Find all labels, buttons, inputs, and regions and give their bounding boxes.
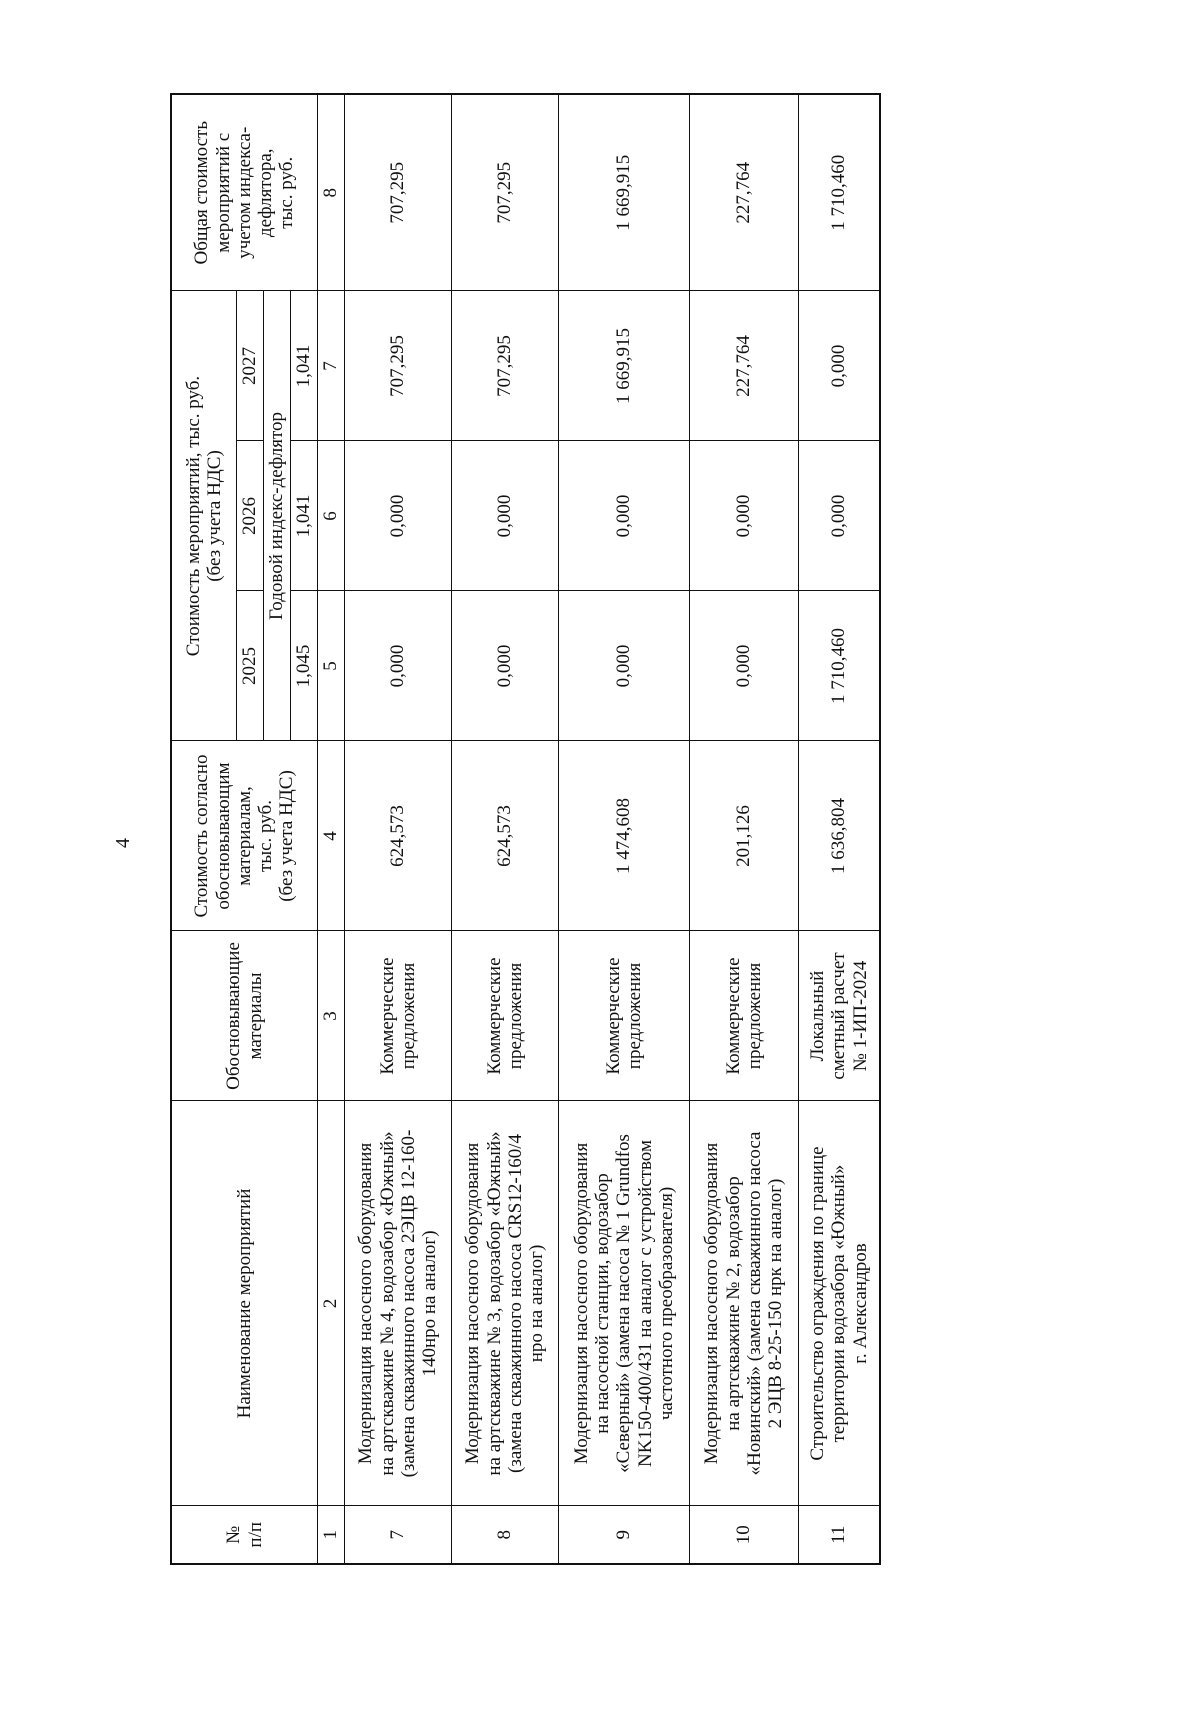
column-number: 7 bbox=[318, 291, 345, 441]
cost-2027: 0,000 bbox=[799, 291, 881, 441]
cost-2026: 0,000 bbox=[345, 441, 452, 591]
table-row bbox=[345, 94, 452, 1564]
header-total: Общая стоимость мероприятий с учетом индекса- дефлятора, тыс. руб. bbox=[171, 94, 318, 291]
row-number: 11 bbox=[799, 1506, 881, 1564]
rotated-table-container bbox=[170, 95, 871, 1565]
row-number: 7 bbox=[345, 1506, 452, 1564]
cost-2026: 0,000 bbox=[559, 441, 690, 591]
header-name: Наименование мероприятий bbox=[171, 1101, 318, 1506]
cost-basis: 201,126 bbox=[690, 741, 799, 931]
table-row bbox=[690, 94, 799, 1564]
header-deflator-2025: 1,045 bbox=[291, 591, 318, 741]
measure-name: Модернизация насосного оборудования на артскважине № 3, водозабор «Южный» (замена скважинного насоса CRS12-160/4 нро на аналог) bbox=[452, 1101, 559, 1506]
column-number: 3 bbox=[318, 931, 345, 1101]
cost-2026: 0,000 bbox=[452, 441, 559, 591]
column-number: 8 bbox=[318, 94, 345, 291]
header-deflator-2026: 1,041 bbox=[291, 441, 318, 591]
row-number: 9 bbox=[559, 1506, 690, 1564]
cost-2026: 0,000 bbox=[799, 441, 881, 591]
cost-2025: 0,000 bbox=[452, 591, 559, 741]
header-year-2026: 2026 bbox=[237, 441, 264, 591]
header-number: № п/п bbox=[171, 1506, 318, 1564]
basis-materials: Коммерческие предложения bbox=[452, 931, 559, 1101]
header-basis: Обосновывающие материалы bbox=[171, 931, 318, 1101]
table-row bbox=[799, 94, 881, 1564]
cost-basis: 624,573 bbox=[452, 741, 559, 931]
header-year-2027: 2027 bbox=[237, 291, 264, 441]
cost-2027: 707,295 bbox=[452, 291, 559, 441]
cost-2025: 0,000 bbox=[690, 591, 799, 741]
basis-materials: Локальный сметный расчет № 1-ИП-2024 bbox=[799, 931, 881, 1101]
total-cost: 1 710,460 bbox=[799, 94, 881, 291]
total-cost: 1 669,915 bbox=[559, 94, 690, 291]
table-row bbox=[452, 94, 559, 1564]
total-cost: 227,764 bbox=[690, 94, 799, 291]
basis-materials: Коммерческие предложения bbox=[345, 931, 452, 1101]
cost-2025: 0,000 bbox=[559, 591, 690, 741]
cost-2025: 0,000 bbox=[345, 591, 452, 741]
row-number: 8 bbox=[452, 1506, 559, 1564]
header-year-2025: 2025 bbox=[237, 591, 264, 741]
cost-2027: 227,764 bbox=[690, 291, 799, 441]
cost-basis: 1 474,608 bbox=[559, 741, 690, 931]
cost-2027: 707,295 bbox=[345, 291, 452, 441]
column-number: 4 bbox=[318, 741, 345, 931]
measure-name: Модернизация насосного оборудования на насосной станции, водозабор «Северный» (замена насоса № 1 Grundfos NK150-400/431 на аналог с устройством частотного преобразователя) bbox=[559, 1101, 690, 1506]
column-number: 5 bbox=[318, 591, 345, 741]
cost-2026: 0,000 bbox=[690, 441, 799, 591]
basis-materials: Коммерческие предложения bbox=[690, 931, 799, 1101]
table-row bbox=[559, 94, 690, 1564]
header-cost-events: Стоимость мероприятий, тыс. руб. (без учета НДС) bbox=[171, 291, 237, 741]
page-number: 4 bbox=[112, 838, 134, 848]
measure-name: Модернизация насосного оборудования на артскважине № 4, водозабор «Южный» (замена скважинного насоса 2ЭЦВ 12-160- 140нро на аналог) bbox=[345, 1101, 452, 1506]
total-cost: 707,295 bbox=[452, 94, 559, 291]
total-cost: 707,295 bbox=[345, 94, 452, 291]
cost-basis: 624,573 bbox=[345, 741, 452, 931]
measure-name: Модернизация насосного оборудования на артскважине № 2, водозабор «Новинский» (замена скважинного насоса 2 ЭЦВ 8-25-150 нрк на аналог) bbox=[690, 1101, 799, 1506]
cost-2027: 1 669,915 bbox=[559, 291, 690, 441]
column-number: 1 bbox=[318, 1506, 345, 1564]
header-deflator-title: Годовой индекс-дефлятор bbox=[264, 291, 291, 741]
basis-materials: Коммерческие предложения bbox=[559, 931, 690, 1101]
measure-name: Строительство ограждения по границе территории водозабора «Южный» г. Александров bbox=[799, 1101, 881, 1506]
header-deflator-2027: 1,041 bbox=[291, 291, 318, 441]
cost-2025: 1 710,460 bbox=[799, 591, 881, 741]
measures-cost-table bbox=[170, 93, 881, 1565]
header-cost-basis: Стоимость согласно обосновывающим материалам, тыс. руб. (без учета НДС) bbox=[171, 741, 318, 931]
row-number: 10 bbox=[690, 1506, 799, 1564]
cost-basis: 1 636,804 bbox=[799, 741, 881, 931]
column-number: 6 bbox=[318, 441, 345, 591]
column-number: 2 bbox=[318, 1101, 345, 1506]
